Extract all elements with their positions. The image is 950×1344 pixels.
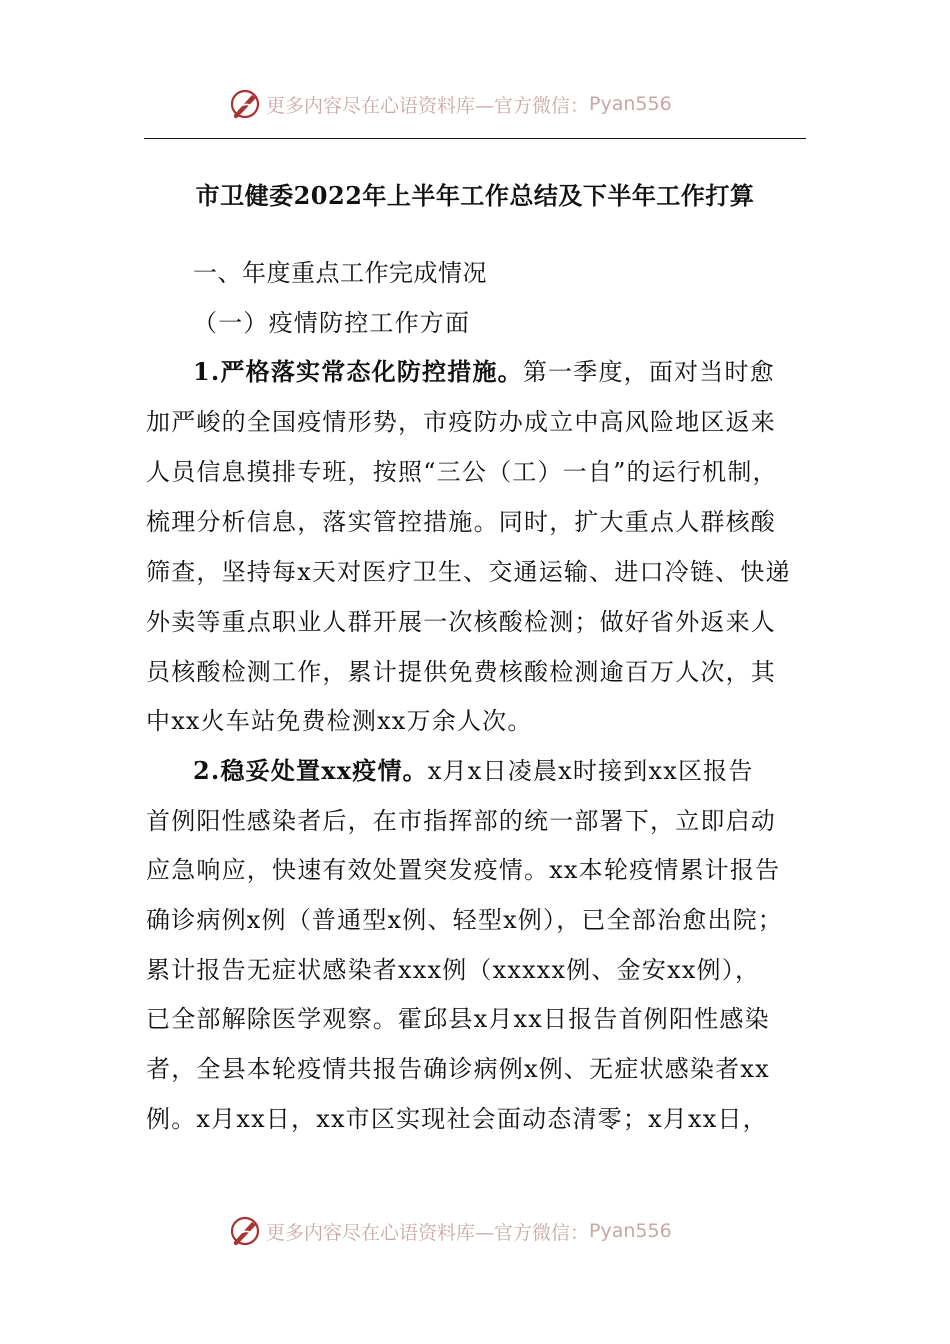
paragraph-1-line: 加严峻的全国疫情形势，市疫防办成立中高风险地区返来 — [146, 408, 776, 436]
footer-banner — [228, 1211, 672, 1251]
banner-text: 更多内容尽在心语资料库—官方微信： — [266, 1221, 590, 1244]
paragraph-1-line-1-rest: 第一季度，面对当时愈 — [522, 358, 775, 386]
paragraph-1-line: 外卖等重点职业人群开展一次核酸检测；做好省外返来人 — [146, 608, 776, 636]
paragraph-1-line: 梳理分析信息，落实管控措施。同时，扩大重点人群核酸 — [146, 508, 776, 536]
paragraph-2-line: 已全部解除医学观察。霍邱县x月xx日报告首例阳性感染 — [146, 1005, 770, 1033]
paragraph-1-lead: 1.严格落实常态化防控措施。 — [193, 357, 523, 386]
paragraph-1-line: 筛查，坚持每x天对医疗卫生、交通运输、进口冷链、快递 — [146, 558, 791, 586]
heading-level-1: 一、年度重点工作完成情况 — [193, 259, 487, 287]
paragraph-1-line: 员核酸检测工作，累计提供免费核酸检测逾百万人次，其 — [146, 658, 776, 686]
paragraph-2-line-1 — [193, 756, 754, 786]
paragraph-2-line: 应急响应，快速有效处置突发疫情。xx本轮疫情累计报告 — [146, 856, 781, 884]
header-divider — [144, 138, 806, 139]
heading-level-2: （一）疫情防控工作方面 — [193, 309, 471, 337]
paragraph-2-line: 累计报告无症状感染者xxx例（xxxxx例、金安xx例）， — [146, 956, 761, 984]
paragraph-2-line-1-rest: x月x日凌晨x时接到xx区报告 — [427, 757, 754, 785]
paragraph-2-line: 例。x月xx日，xx市区实现社会面动态清零；x月xx日， — [146, 1105, 768, 1133]
banner-wechat-id: Pyan556 — [589, 1220, 672, 1242]
paragraph-2-line: 者，全县本轮疫情共报告确诊病例x例、无症状感染者xx — [146, 1055, 770, 1083]
paragraph-2-line: 确诊病例x例（普通型x例、轻型x例），已全部治愈出院； — [146, 906, 784, 934]
header-banner — [228, 84, 672, 124]
paragraph-1-line-1 — [193, 357, 775, 387]
paragraph-2-lead: 2.稳妥处置xx疫情。 — [193, 756, 428, 785]
paragraph-1-line: 人员信息摸排专班，按照“三公（工）一自”的运行机制， — [146, 458, 778, 486]
document-title: 市卫健委2022年上半年工作总结及下半年工作打算 — [195, 181, 755, 210]
paragraph-1-line: 中xx火车站免费检测xx万余人次。 — [146, 707, 533, 735]
pen-logo-icon — [228, 1214, 262, 1248]
banner-wechat-id: Pyan556 — [589, 93, 672, 115]
banner-text: 更多内容尽在心语资料库—官方微信： — [266, 94, 590, 117]
paragraph-2-line: 首例阳性感染者后，在市指挥部的统一部署下，立即启动 — [146, 807, 776, 835]
pen-logo-icon — [228, 87, 262, 121]
